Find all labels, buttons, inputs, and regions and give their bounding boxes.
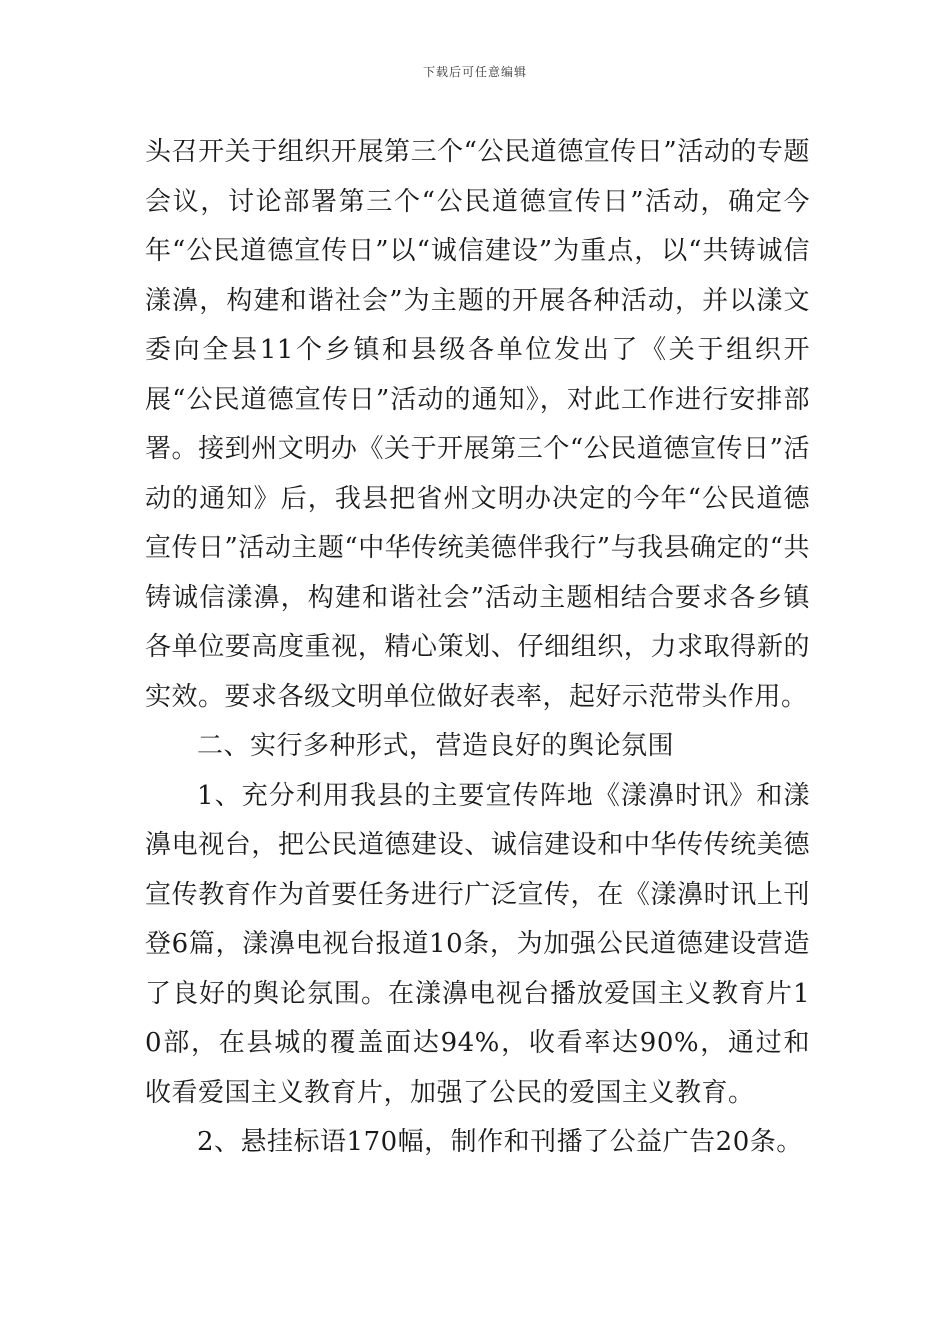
paragraph-item-2: 2、悬挂标语170幅，制作和刊播了公益广告20条。 [197,1127,803,1157]
section-heading-2: 二、实行多种形式，营造良好的舆论氛围 [197,731,675,761]
document-body [145,128,810,1168]
header-note: 下载后可任意编辑 [422,65,527,79]
paragraph-continuation: 头召开关于组织开展第三个“公民道德宣传日”活动的专题会议，讨论部署第三个“公民道德宣传日”活动，确定今年“公民道德宣传日”以“诚信建设”为重点，以“共铸诚信漾濞，构建和谐社会”为主题的开展各种活动，并以漾文委向全县11个乡镇和县级各单位发出了《关于组织开展“公民道德宣传日”活动的通知》，对此工作进行安排部署。接到州文明办《关于开展第三个“公民道德宣传日”活动的通知》后，我县把省州文明办决定的今年“公民道德宣传日”活动主题“中华传统美德伴我行”与我县确定的“共铸诚信漾濞，构建和谐社会”活动主题相结合要求各乡镇各单位要高度重视，精心策划、仔细组织，力求取得新的实效。要求各级文明单位做好表率，起好示范带头作用。 [145,137,810,712]
paragraph-item-1: 1、充分利用我县的主要宣传阵地《漾濞时讯》和漾濞电视台，把公民道德建设、诚信建设和中华传传统美德宣传教育作为首要任务进行广泛宣传，在《漾濞时讯上刊登6篇，漾濞电视台报道10条，为加强公民道德建设营造了良好的舆论氛围。在漾濞电视台播放爱国主义教育片10部，在县城的覆盖面达94%，收看率达90%，通过和收看爱国主义教育片，加强了公民的爱国主义教育。 [145,780,810,1108]
